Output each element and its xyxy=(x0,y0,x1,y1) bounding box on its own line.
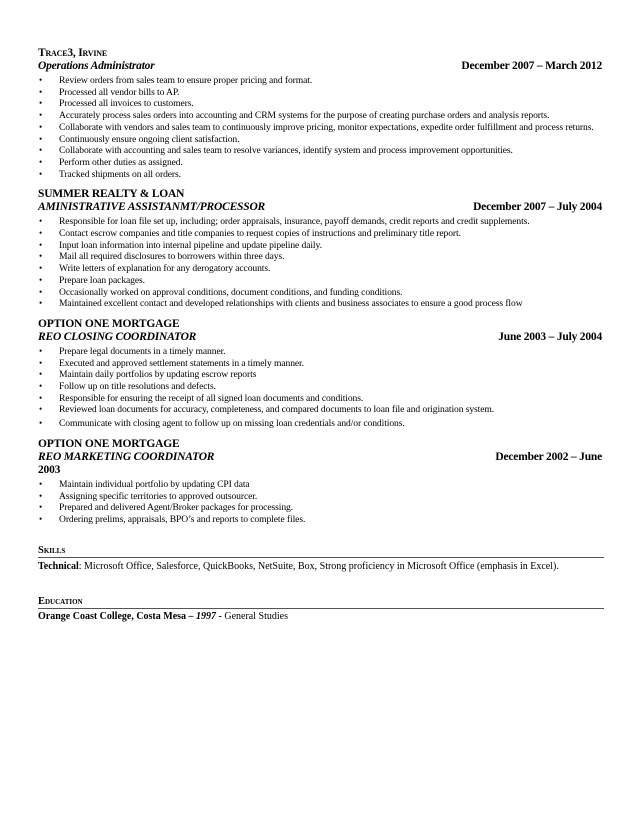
list-item: • Ordering prelims, appraisals, BPO’s and reports to complete files. xyxy=(39,513,306,525)
job-title: AMINISTRATIVE ASSISTANMT/PROCESSOR xyxy=(38,201,266,214)
field-of-study: General Studies xyxy=(224,610,288,622)
bullet-icon: • xyxy=(39,239,43,250)
duties-list xyxy=(38,216,602,310)
job-trace3 xyxy=(38,47,602,180)
bullet-icon: • xyxy=(39,513,43,524)
list-item: • Responsible for ensuring the receipt of all signed loan documents and conditions. xyxy=(39,392,364,404)
job-dates: December 2007 – July 2004 xyxy=(473,201,602,214)
bullet-icon: • xyxy=(39,357,43,368)
list-item: • Input loan information into internal pipeline and update pipeline daily. xyxy=(39,239,322,251)
role-row xyxy=(38,451,602,464)
list-item: • Responsible for loan file set up, including; order appraisals, insurance, payoff demands, credit reports and credit supplements. xyxy=(39,216,530,228)
bullet-icon: • xyxy=(39,263,43,274)
list-item: • Prepare loan packages. xyxy=(39,274,145,286)
bullet-icon: • xyxy=(39,121,43,132)
duties-list xyxy=(38,75,602,180)
bullet-icon: • xyxy=(39,490,43,501)
role-row xyxy=(38,201,602,214)
skills-section xyxy=(38,544,602,573)
education-section xyxy=(38,595,602,623)
list-item: • Communicate with closing agent to follow up on missing loan credentials and/or conditions. xyxy=(39,418,405,430)
list-item: • Contact escrow companies and title companies to request copies of instructions and preliminary title report. xyxy=(39,228,461,240)
section-heading: Education xyxy=(38,595,604,609)
employer-name: SUMMER REALTY & LOAN xyxy=(38,188,185,201)
employer-name: OPTION ONE MORTGAGE xyxy=(38,317,180,330)
list-item: • Processed all invoices to customers. xyxy=(39,98,194,110)
bullet-icon: • xyxy=(39,75,43,85)
bullet-icon: • xyxy=(39,156,43,167)
list-item: • Mail all required disclosures to borrowers within three days. xyxy=(39,251,285,263)
bullet-icon: • xyxy=(39,110,43,121)
job-dates: December 2007 – March 2012 xyxy=(461,60,602,72)
list-item: • Maintain daily portfolios by updating escrow reports xyxy=(39,369,257,381)
bullet-icon: • xyxy=(39,345,43,356)
employer-name: OPTION ONE MORTGAGE xyxy=(38,437,180,450)
bullet-icon: • xyxy=(39,298,43,309)
skills-label: Technical xyxy=(38,560,79,572)
list-item: • Processed all vendor bills to AP. xyxy=(39,86,180,98)
bullet-icon: • xyxy=(39,286,43,297)
job-dates-continued: 2003 xyxy=(38,463,61,476)
role-row xyxy=(38,331,602,344)
list-item: • Follow up on title resolutions and defects. xyxy=(39,381,216,393)
bullet-icon: • xyxy=(39,98,43,109)
bullet-icon: • xyxy=(39,381,43,392)
bullet-icon: • xyxy=(39,274,43,285)
list-item: • Continuously ensure ongoing client satisfaction. xyxy=(39,133,240,145)
skills-text: : Microsoft Office, Salesforce, QuickBooks, NetSuite, Box, Strong proficiency in Microsoft Office (emphasis in Excel). xyxy=(78,560,559,572)
list-item: • Prepared and delivered Agent/Broker packages for processing. xyxy=(39,502,294,514)
list-item: • Tracked shipments on all orders. xyxy=(39,168,181,180)
resume-page xyxy=(38,47,602,623)
bullet-icon: • xyxy=(39,216,43,227)
job-dates: June 2003 – July 2004 xyxy=(498,330,602,343)
list-item: • Occasionally worked on approval conditions, document conditions, and funding conditions. xyxy=(39,286,403,298)
list-item: • Write letters of explanation for any derogatory accounts. xyxy=(39,263,271,275)
education-line xyxy=(38,610,602,623)
bullet-icon: • xyxy=(39,145,43,156)
list-item: • Reviewed loan documents for accuracy, completeness, and compared documents to loan file and origination system. xyxy=(39,404,495,416)
job-title: REO MARKETING COORDINATOR xyxy=(38,450,215,463)
bullet-icon: • xyxy=(39,502,43,513)
skills-line xyxy=(38,560,602,573)
bullet-icon: • xyxy=(39,133,43,144)
list-item: • Collaborate with vendors and sales team to continuously improve pricing, monitor expectations, expedite order fulfillment and process returns. xyxy=(39,121,594,133)
school-name: Orange Coast College, Costa Mesa – xyxy=(38,610,197,622)
bullet-icon: • xyxy=(39,168,43,179)
list-item: • Perform other duties as assigned. xyxy=(39,156,183,168)
list-item: • Maintain individual portfolio by updating CPI data xyxy=(39,478,250,490)
job-title: Operations Administrator xyxy=(38,60,155,72)
job-option-one-marketing xyxy=(38,438,602,526)
bullet-icon: • xyxy=(39,392,43,403)
bullet-icon: • xyxy=(39,369,43,380)
list-item: • Accurately process sales orders into accounting and CRM systems for the purpose of creating purchase orders and analysis reports. xyxy=(39,110,550,122)
job-summer-realty xyxy=(38,188,602,310)
role-row xyxy=(38,60,602,73)
bullet-icon: • xyxy=(39,251,43,262)
job-title: REO CLOSING COORDINATOR xyxy=(38,330,197,343)
employer-name: Trace3, Irvine xyxy=(38,47,108,59)
list-item: • Executed and approved settlement statements in a timely manner. xyxy=(39,357,304,369)
section-heading: Skills xyxy=(38,544,604,558)
list-item: • Review orders from sales team to ensure proper pricing and format. xyxy=(39,75,313,86)
bullet-icon: • xyxy=(39,228,43,239)
job-dates: December 2002 – June xyxy=(495,450,602,463)
list-item: • Maintained excellent contact and developed relationships with clients and business associates to ensure a good process flow xyxy=(39,298,523,310)
list-item: • Prepare legal documents in a timely manner. xyxy=(39,345,226,357)
bullet-icon: • xyxy=(39,86,43,97)
bullet-icon: • xyxy=(39,418,43,429)
separator: - xyxy=(216,610,225,622)
list-item: • Assigning specific territories to approved outsourcer. xyxy=(39,490,258,502)
graduation-year: 1997 xyxy=(196,610,217,622)
list-item: • Collaborate with accounting and sales team to resolve variances, identify system and process improvement opportunities. xyxy=(39,145,513,157)
bullet-icon: • xyxy=(39,478,43,489)
duties-list xyxy=(38,479,602,526)
duties-list xyxy=(38,346,602,430)
job-option-one-closing xyxy=(38,318,602,430)
bullet-icon: • xyxy=(39,404,43,415)
